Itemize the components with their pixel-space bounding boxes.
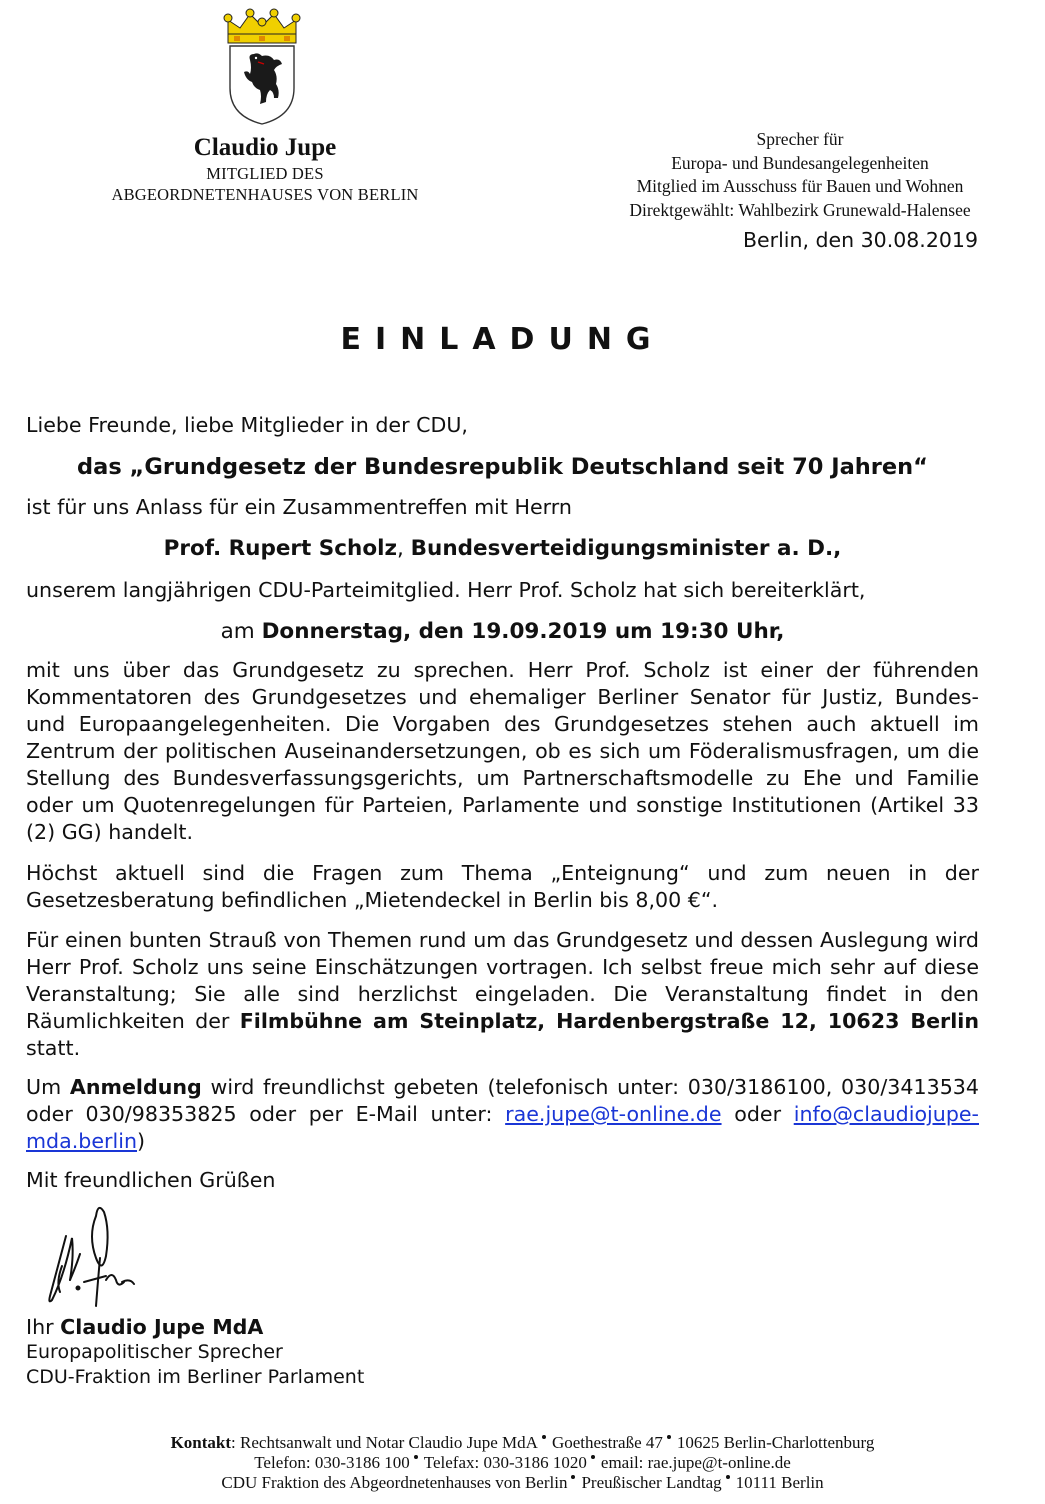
closing: Mit freundlichen Grüßen <box>26 1168 276 1192</box>
footer-phone: Telefon: 030-3186 100 <box>254 1453 410 1472</box>
sender-title-line1: MITGLIED DES <box>206 164 324 183</box>
bullet-icon <box>591 1455 595 1459</box>
speaker-separator: , <box>397 536 411 561</box>
footer-line-3-c: 10111 Berlin <box>735 1473 824 1492</box>
email-link-2[interactable]: info@claudiojupe-mda.berlin <box>26 1102 979 1153</box>
footer-line-3-b: Preußischer Landtag <box>581 1473 722 1492</box>
speaker-line <box>26 535 979 562</box>
sender-title-line2: ABGEORDNETENHAUSES VON BERLIN <box>111 185 419 204</box>
footer-line-1 <box>0 1433 1045 1453</box>
paragraph-3 <box>26 927 979 1062</box>
signature-name: Claudio Jupe MdA <box>60 1315 264 1339</box>
member-line: unserem langjährigen CDU-Parteimitglied. Herr Prof. Scholz hat sich bereiterklärt, <box>26 578 866 602</box>
bullet-icon <box>414 1455 418 1459</box>
paragraph-4-or: oder <box>721 1102 794 1126</box>
letterhead-left <box>60 133 470 205</box>
speaker-name: Prof. Rupert Scholz <box>163 536 397 561</box>
letterhead-right <box>585 128 1015 222</box>
event-date-prefix: am <box>220 619 262 644</box>
footer-line-1-a: : Rechtsanwalt und Notar Claudio Jupe MdA <box>231 1433 538 1452</box>
signature-name-line <box>26 1314 979 1341</box>
bullet-icon <box>542 1435 546 1439</box>
letter-date: Berlin, den 30.08.2019 <box>742 228 978 252</box>
footer-line-1-b: Goethestraße 47 <box>551 1433 663 1452</box>
event-date-line <box>26 618 979 645</box>
paragraph-4-text: wird freundlichst gebeten (telefonisch unter: 030/3186100, 030/3413534 oder 030/98353825 oder per E-Mail unter: <box>26 1075 979 1126</box>
signature-faction: CDU-Fraktion im Berliner Parlament <box>26 1366 365 1388</box>
paragraph-4-start: Um <box>26 1075 70 1099</box>
footer-line-3-a: CDU Fraktion des Abgeordnetenhauses von Berlin <box>221 1473 568 1492</box>
email-link-1[interactable]: rae.jupe@t-online.de <box>505 1102 722 1126</box>
event-date: Donnerstag, den 19.09.2019 um 19:30 Uhr, <box>261 619 785 644</box>
paragraph-1: mit uns über das Grundgesetz zu sprechen. Herr Prof. Scholz ist einer der führenden Kommentatoren des Grundgesetzes und ehemaliger Berliner Senator für Justiz, Bundes- und Europaangelegenheiten. Die Vorgaben des Grundgesetzes stehen auch aktuell im Zentrum der politischen Auseinandersetzungen, ob es sich um Föderalismusfragen, um die Stellung des Bundesverfassungsgerichts, um Partnerschaftsmodelle zu Ehe und Familie oder um Quotenregelungen für Parteien, Parlamente und sonstige Institutionen (Artikel 33 (2) GG) handelt. <box>26 658 979 844</box>
document-title: EINLADUNG <box>340 322 665 357</box>
sender-name: Claudio Jupe <box>193 134 337 161</box>
paragraph-3-end: statt. <box>26 1036 81 1060</box>
footer-line-3 <box>0 1473 1045 1493</box>
bullet-icon <box>667 1435 671 1439</box>
salutation: Liebe Freunde, liebe Mitglieder in der CDU, <box>26 413 468 437</box>
footer-email: email: rae.jupe@t-online.de <box>600 1453 791 1472</box>
venue-address: Filmbühne am Steinplatz, Hardenbergstraße 12, 10623 Berlin <box>239 1009 979 1033</box>
intro-line: ist für uns Anlass für ein Zusammentreffen mit Herrn <box>26 495 572 519</box>
signature-role: Europapolitischer Sprecher <box>26 1341 283 1363</box>
bullet-icon <box>726 1475 730 1479</box>
footer-fax: Telefax: 030-3186 1020 <box>423 1453 587 1472</box>
bullet-icon <box>571 1475 575 1479</box>
role-line-3: Mitglied im Ausschuss für Bauen und Wohnen <box>636 176 964 196</box>
berlin-coat-of-arms-icon <box>220 8 304 126</box>
footer <box>0 1433 1045 1493</box>
speaker-role: Bundesverteidigungsminister a. D., <box>410 536 842 561</box>
paragraph-2: Höchst aktuell sind die Fragen zum Thema „Enteignung“ und zum neuen in der Gesetzesberatung befindlichen „Mietendeckel in Berlin bis 8,00 €“. <box>26 861 979 912</box>
footer-line-2 <box>0 1453 1045 1473</box>
signature-prefix: Ihr <box>26 1315 61 1339</box>
footer-kontakt-label: Kontakt <box>170 1433 232 1452</box>
handwritten-signature-icon <box>36 1196 151 1316</box>
role-line-2: Europa- und Bundesangelegenheiten <box>671 152 929 173</box>
paragraph-4-end: ) <box>137 1129 146 1153</box>
registration-label: Anmeldung <box>69 1075 202 1099</box>
role-line-4: Direktgewählt: Wahlbezirk Grunewald-Halensee <box>629 199 971 220</box>
paragraph-3-text: Für einen bunten Strauß von Themen rund um das Grundgesetz und dessen Auslegung wird Herr Prof. Scholz uns seine Einschätzungen vortragen. Ich selbst freue mich sehr auf diese Veranstaltung; Sie alle sind herzlichst eingeladen. Die Veranstaltung findet in den Räumlichkeiten der <box>26 928 979 1033</box>
role-line-1: Sprecher für <box>756 129 844 149</box>
event-topic: das „Grundgesetz der Bundesrepublik Deutschland seit 70 Jahren“ <box>77 454 928 480</box>
paragraph-4 <box>26 1074 979 1155</box>
footer-line-1-c: 10625 Berlin-Charlottenburg <box>676 1433 875 1452</box>
